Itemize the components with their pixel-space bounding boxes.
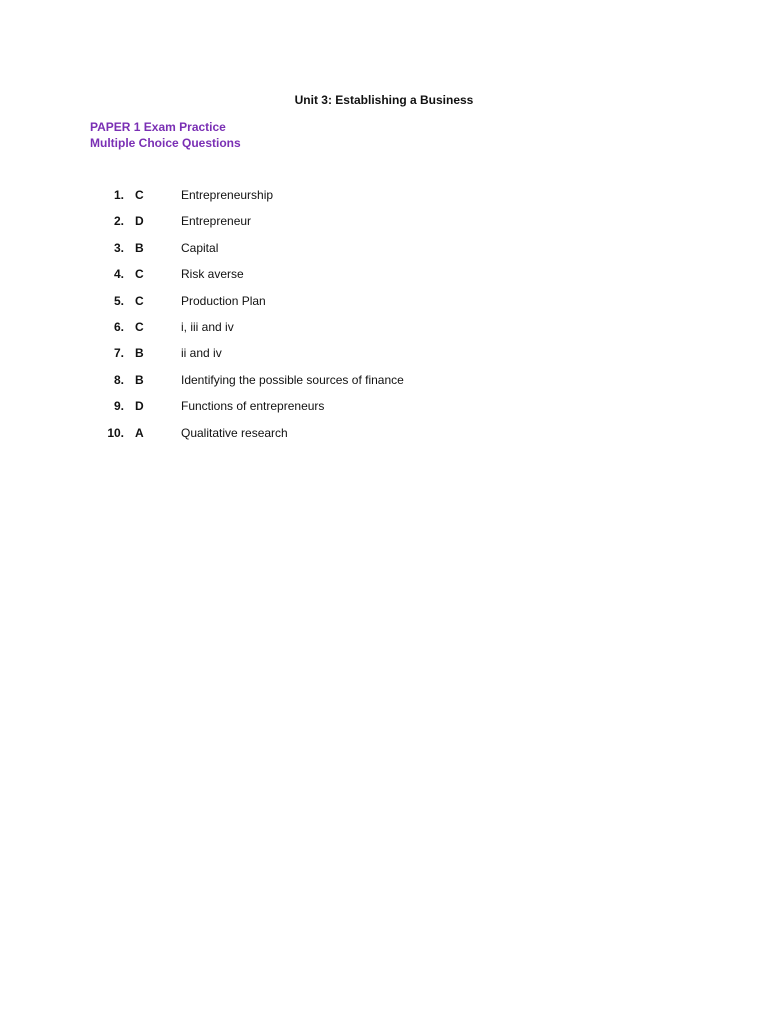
answer-number: 6.	[113, 319, 124, 334]
answer-text: ii and iv	[181, 346, 222, 361]
answer-number: 8.	[113, 372, 124, 387]
answer-letter: C	[135, 267, 144, 282]
answer-row	[0, 398, 768, 424]
answer-row	[0, 187, 768, 213]
answer-letter: C	[135, 293, 144, 308]
answer-letter: B	[135, 346, 144, 361]
section-heading-paper: PAPER 1 Exam Practice	[90, 120, 226, 134]
answer-text: Capital	[181, 240, 219, 255]
answer-number: 4.	[113, 267, 124, 282]
answer-row	[0, 240, 768, 266]
answer-text: Entrepreneurship	[181, 188, 274, 202]
answer-number: 9.	[113, 399, 124, 414]
answer-list	[0, 187, 768, 451]
document-title: Unit 3: Establishing a Business	[294, 93, 474, 107]
section-heading-mcq: Multiple Choice Questions	[90, 136, 241, 150]
answer-row	[0, 319, 768, 345]
answer-number: 2.	[113, 214, 124, 229]
answer-letter: B	[135, 372, 144, 387]
answer-row	[0, 266, 768, 292]
answer-row	[0, 425, 768, 451]
answer-number: 10.	[107, 425, 124, 440]
answer-number: 3.	[113, 240, 124, 255]
answer-number: 7.	[113, 346, 124, 361]
answer-number: 1.	[113, 188, 124, 202]
answer-letter: C	[135, 188, 144, 202]
answer-row	[0, 293, 768, 319]
answer-letter: D	[135, 399, 144, 414]
answer-row	[0, 372, 768, 398]
answer-text: Risk averse	[181, 267, 244, 282]
answer-letter: D	[135, 214, 144, 229]
answer-letter: B	[135, 240, 144, 255]
answer-text: Identifying the possible sources of finance	[181, 372, 404, 387]
answer-row	[0, 345, 768, 371]
answer-text: i, iii and iv	[181, 319, 234, 334]
answer-row	[0, 213, 768, 239]
answer-number: 5.	[113, 293, 124, 308]
answer-text: Entrepreneur	[181, 214, 252, 229]
answer-text: Functions of entrepreneurs	[181, 399, 325, 414]
answer-letter: A	[135, 425, 144, 440]
answer-letter: C	[135, 319, 144, 334]
answer-text: Qualitative research	[181, 425, 288, 440]
answer-text: Production Plan	[181, 293, 266, 308]
